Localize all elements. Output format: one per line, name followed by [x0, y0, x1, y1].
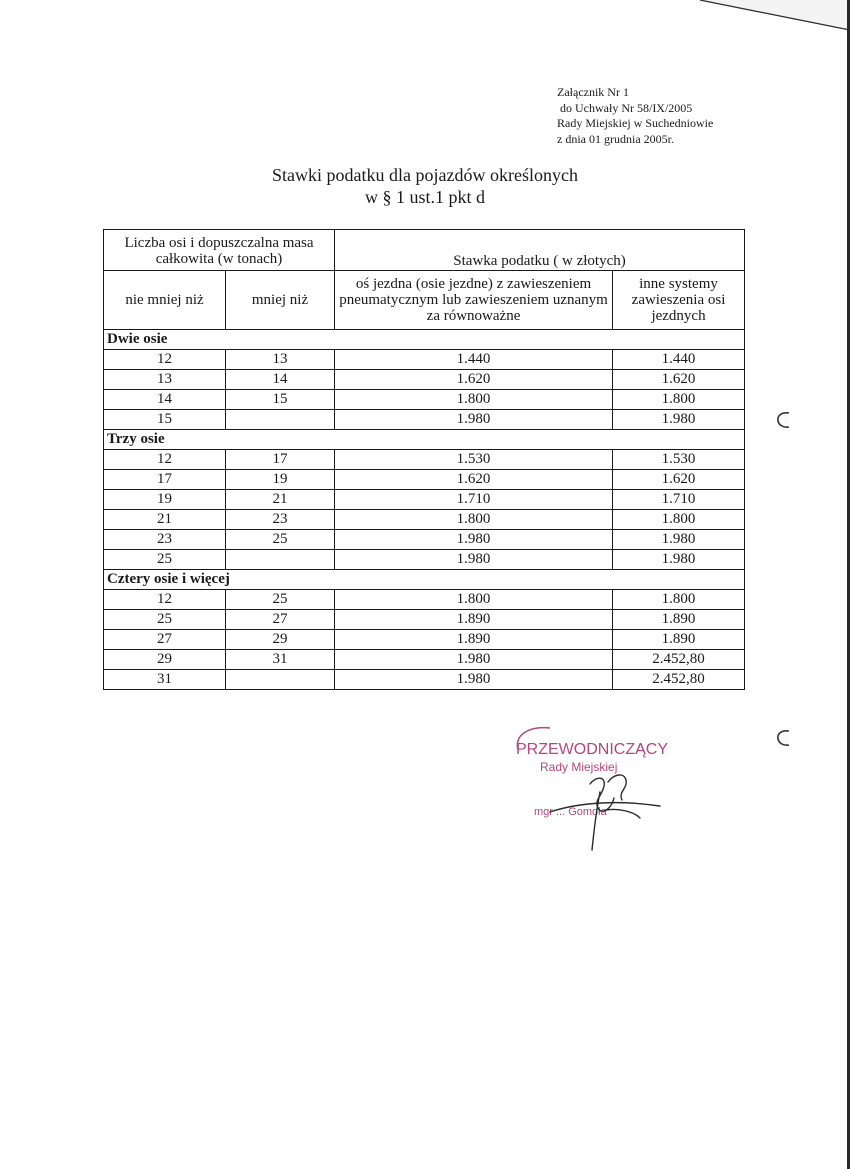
cell-max: 15	[226, 390, 335, 410]
cell-other: 1.620	[613, 470, 745, 490]
cell-max: 19	[226, 470, 335, 490]
cell-other: 1.800	[613, 590, 745, 610]
cell-other: 1.980	[613, 530, 745, 550]
axle-group-row	[104, 330, 745, 350]
title-line-1: Stawki podatku dla pojazdów określonych	[272, 165, 578, 185]
axle-group-row	[104, 430, 745, 450]
table-row	[104, 350, 745, 370]
punch-hole-icon	[776, 729, 790, 747]
cell-min: 27	[104, 630, 226, 650]
document-title	[0, 164, 850, 208]
cell-pneumatic: 1.980	[335, 550, 613, 570]
cell-other: 1.890	[613, 610, 745, 630]
annex-line: Załącznik Nr 1	[557, 85, 629, 99]
cell-max	[226, 670, 335, 690]
table-row	[104, 510, 745, 530]
cell-other: 2.452,80	[613, 650, 745, 670]
cell-max	[226, 550, 335, 570]
tax-rates-table	[103, 229, 745, 690]
cell-max: 13	[226, 350, 335, 370]
cell-pneumatic: 1.800	[335, 390, 613, 410]
cell-min: 12	[104, 450, 226, 470]
table-row	[104, 370, 745, 390]
cell-pneumatic: 1.980	[335, 650, 613, 670]
cell-max: 29	[226, 630, 335, 650]
cell-pneumatic: 1.890	[335, 630, 613, 650]
axle-group-label: Trzy osie	[104, 430, 745, 450]
table-row	[104, 670, 745, 690]
table-row	[104, 410, 745, 430]
annex-line: Rady Miejskiej w Suchedniowie	[557, 116, 714, 130]
cell-min: 12	[104, 590, 226, 610]
annex-line: do Uchwały Nr 58/IX/2005	[560, 100, 693, 115]
cell-min: 15	[104, 410, 226, 430]
table-row	[104, 450, 745, 470]
table-row	[104, 490, 745, 510]
cell-other: 1.710	[613, 490, 745, 510]
cell-other: 1.440	[613, 350, 745, 370]
header-rate: Stawka podatku ( w złotych)	[335, 230, 745, 271]
header-less-than: mniej niż	[226, 271, 335, 330]
cell-max	[226, 410, 335, 430]
cell-other: 1.980	[613, 410, 745, 430]
cell-pneumatic: 1.530	[335, 450, 613, 470]
axle-group-label: Cztery osie i więcej	[104, 570, 745, 590]
header-not-less-than: nie mniej niż	[104, 271, 226, 330]
table-row	[104, 390, 745, 410]
cell-other: 1.980	[613, 550, 745, 570]
cell-min: 31	[104, 670, 226, 690]
table-row	[104, 470, 745, 490]
cell-pneumatic: 1.980	[335, 670, 613, 690]
table-body	[104, 330, 745, 690]
cell-max: 31	[226, 650, 335, 670]
cell-min: 12	[104, 350, 226, 370]
annex-line: z dnia 01 grudnia 2005r.	[557, 131, 674, 146]
table-row	[104, 550, 745, 570]
axle-group-row	[104, 570, 745, 590]
scan-corner-fold	[700, 0, 850, 30]
cell-min: 21	[104, 510, 226, 530]
stamp-name: mgr ... Gomoła	[534, 806, 607, 818]
cell-other: 2.452,80	[613, 670, 745, 690]
cell-pneumatic: 1.440	[335, 350, 613, 370]
chairman-stamp	[510, 722, 710, 862]
table-row	[104, 650, 745, 670]
header-other-suspension: inne systemy zawieszenia osi jezdnych	[613, 271, 745, 330]
cell-pneumatic: 1.620	[335, 470, 613, 490]
cell-max: 27	[226, 610, 335, 630]
cell-pneumatic: 1.980	[335, 410, 613, 430]
cell-min: 19	[104, 490, 226, 510]
title-line-2: w § 1 ust.1 pkt d	[364, 187, 485, 207]
header-pneumatic-suspension: oś jezdna (osie jezdne) z zawieszeniem pneumatycznym lub zawieszeniem uznanym za równoważne	[335, 271, 613, 330]
table-subheader-row	[104, 271, 745, 330]
stamp-council: Rady Miejskiej	[540, 760, 618, 774]
cell-max: 25	[226, 590, 335, 610]
table-row	[104, 590, 745, 610]
cell-pneumatic: 1.620	[335, 370, 613, 390]
cell-other: 1.530	[613, 450, 745, 470]
header-axles-mass: Liczba osi i dopuszczalna masa całkowita (w tonach)	[104, 230, 335, 271]
cell-pneumatic: 1.890	[335, 610, 613, 630]
annex-header	[557, 85, 713, 147]
stamp-title: PRZEWODNICZĄCY	[516, 741, 668, 758]
cell-min: 29	[104, 650, 226, 670]
cell-max: 21	[226, 490, 335, 510]
punch-hole-icon	[776, 411, 790, 429]
table-row	[104, 530, 745, 550]
cell-min: 14	[104, 390, 226, 410]
cell-pneumatic: 1.710	[335, 490, 613, 510]
cell-max: 14	[226, 370, 335, 390]
cell-min: 17	[104, 470, 226, 490]
cell-pneumatic: 1.980	[335, 530, 613, 550]
table-row	[104, 610, 745, 630]
cell-max: 23	[226, 510, 335, 530]
cell-min: 13	[104, 370, 226, 390]
cell-pneumatic: 1.800	[335, 590, 613, 610]
cell-max: 17	[226, 450, 335, 470]
table-row	[104, 630, 745, 650]
cell-max: 25	[226, 530, 335, 550]
table-header-row	[104, 230, 745, 271]
cell-min: 25	[104, 610, 226, 630]
cell-other: 1.800	[613, 390, 745, 410]
cell-min: 25	[104, 550, 226, 570]
cell-other: 1.800	[613, 510, 745, 530]
cell-other: 1.620	[613, 370, 745, 390]
cell-pneumatic: 1.800	[335, 510, 613, 530]
cell-min: 23	[104, 530, 226, 550]
cell-other: 1.890	[613, 630, 745, 650]
axle-group-label: Dwie osie	[104, 330, 745, 350]
